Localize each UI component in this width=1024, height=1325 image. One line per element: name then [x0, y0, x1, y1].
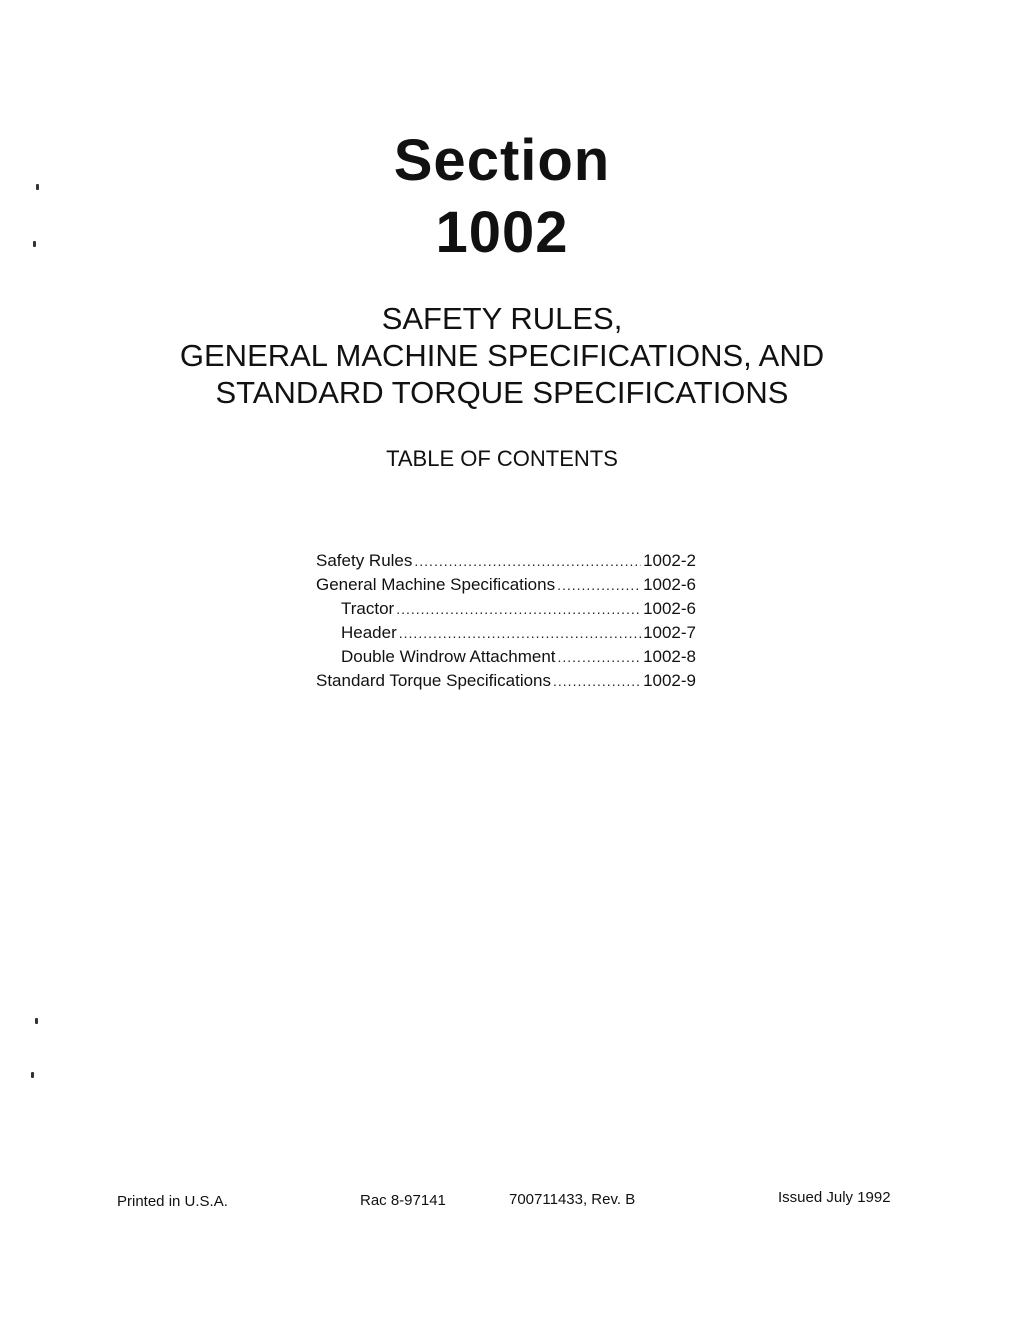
toc-entry-page: 1002-6: [643, 599, 696, 618]
table-of-contents: [316, 549, 696, 693]
toc-leader-dots: [557, 573, 641, 597]
toc-entry-double-windrow-attachment: [316, 645, 696, 669]
footer-rac-number: Rac 8-97141: [360, 1192, 446, 1209]
footer-issue-date: Issued July 1992: [778, 1189, 891, 1206]
document-title-line-2: GENERAL MACHINE SPECIFICATIONS, AND: [179, 338, 825, 373]
footer-part-number: 700711433, Rev. B: [509, 1191, 636, 1208]
document-title-line-3: STANDARD TORQUE SPECIFICATIONS: [215, 375, 789, 410]
scan-speck: [35, 1018, 38, 1024]
toc-entry-tractor: [316, 597, 696, 621]
toc-entry-page: 1002-6: [643, 575, 696, 594]
section-heading: Section: [393, 128, 611, 193]
toc-entry-label: Standard Torque Specifications: [316, 671, 552, 690]
toc-entry-page: 1002-8: [643, 647, 696, 666]
toc-entry-page: 1002-9: [643, 671, 696, 690]
toc-entry-general-machine-specifications: [316, 573, 696, 597]
toc-entry-page: 1002-7: [643, 623, 696, 642]
toc-leader-dots: [414, 549, 641, 573]
toc-entry-label: Double Windrow Attachment: [341, 647, 556, 666]
toc-leader-dots: [553, 669, 641, 693]
toc-entry-label: Safety Rules: [316, 551, 413, 570]
toc-entry-label: Tractor: [341, 599, 395, 618]
toc-leader-dots: [399, 621, 641, 645]
toc-entry-safety-rules: [316, 549, 696, 573]
scan-speck: [31, 1072, 34, 1078]
toc-leader-dots: [558, 645, 642, 669]
toc-entry-label: General Machine Specifications: [316, 575, 556, 594]
toc-heading: TABLE OF CONTENTS: [386, 446, 618, 471]
section-number: 1002: [435, 200, 569, 265]
toc-entry-standard-torque-specifications: [316, 669, 696, 693]
footer-printed-in: Printed in U.S.A.: [117, 1193, 228, 1210]
toc-entry-page: 1002-2: [643, 551, 696, 570]
toc-entry-label: Header: [341, 623, 397, 642]
toc-leader-dots: [396, 597, 641, 621]
toc-entry-header: [316, 621, 696, 645]
document-title-line-1: SAFETY RULES,: [381, 301, 623, 336]
